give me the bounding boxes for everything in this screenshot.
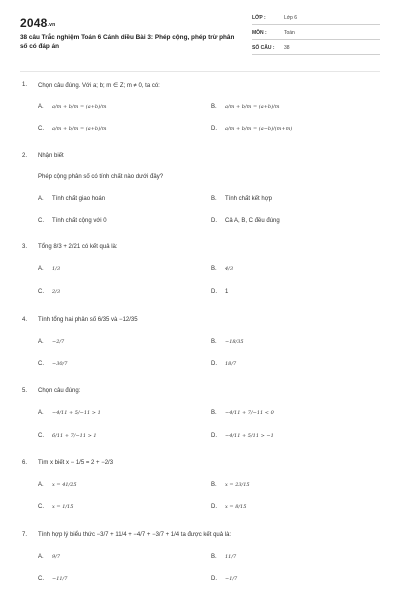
meta-grade — [252, 14, 380, 25]
meta-value: Toán — [284, 30, 295, 36]
option-d[interactable]: D. −1/7 — [211, 576, 238, 582]
question-number: 2. — [22, 153, 28, 159]
option-c[interactable]: C. 6/11 + 7/−11 > 1 — [38, 433, 97, 439]
question-number: 5. — [22, 388, 28, 394]
option-d[interactable]: D. a/m + b/m = (a−b)/(m+m) — [211, 126, 293, 132]
option-a[interactable]: A. a/m + b/m = (a+b)/m — [38, 104, 107, 110]
document-title: 38 câu Trắc nghiệm Toán 6 Cánh diều Bài 3: Phép cộng, phép trừ phân số có đáp án — [20, 34, 235, 50]
option-a[interactable]: A. 9/7 — [38, 554, 61, 560]
question-number: 4. — [22, 317, 28, 323]
option-c[interactable]: C. Tính chất cộng với 0 — [38, 218, 107, 224]
option-b[interactable]: B. 4/3 — [211, 266, 234, 272]
option-b[interactable]: B. Tính chất kết hợp — [211, 196, 272, 202]
option-c[interactable]: C. x = 1/15 — [38, 504, 74, 510]
question-number: 6. — [22, 460, 28, 466]
option-b[interactable]: B. −18/35 — [211, 339, 244, 345]
question-text: Tính tổng hai phân số 6/35 và −12/35 — [38, 317, 138, 323]
question-number: 7. — [22, 532, 28, 538]
option-b[interactable]: B. a/m + b/m = (a+b)/m — [211, 104, 280, 110]
option-a[interactable]: A. x = 41/25 — [38, 482, 77, 488]
meta-value: Lớp 6 — [284, 15, 298, 21]
question-text: Tính hợp lý biểu thức −3/7 + 11/4 + −4/7 + −3/7 + 1/4 ta được kết quả là: — [38, 532, 232, 538]
meta-value: 38 — [284, 45, 290, 51]
meta-label: SỐ CÂU : — [252, 45, 275, 51]
question-text: Chọn câu đúng. Với a; b; m ∈ Z; m ≠ 0, ta có: — [38, 83, 160, 89]
option-a[interactable]: A. −4/11 + 5/−11 > 1 — [38, 410, 101, 416]
option-a[interactable]: A. −2/7 — [38, 339, 65, 345]
option-d[interactable]: D. −4/11 + 5/11 > −1 — [211, 433, 274, 439]
site-logo[interactable]: 2048.vn — [20, 16, 56, 30]
question-text: Nhận biết — [38, 153, 64, 159]
option-d[interactable]: D. x = 8/15 — [211, 504, 247, 510]
option-c[interactable]: C. a/m + b/m = (a+b)/m — [38, 126, 107, 132]
option-b[interactable]: B. 11/7 — [211, 554, 237, 560]
document-header — [20, 14, 380, 60]
header-divider — [20, 71, 380, 72]
question-number: 1. — [22, 82, 28, 88]
option-b[interactable]: B. x = 23/15 — [211, 482, 250, 488]
option-b[interactable]: B. −4/11 + 7/−11 < 0 — [211, 410, 274, 416]
meta-label: MÔN : — [252, 30, 267, 36]
meta-label: LỚP : — [252, 15, 266, 21]
meta-question-count — [252, 44, 380, 55]
question-text: Tổng 8/3 + 2/21 có kết quả là: — [38, 244, 118, 250]
option-d[interactable]: D. 18/7 — [211, 361, 237, 367]
option-d[interactable]: D. Cả A, B, C đều đúng — [211, 218, 280, 224]
question-subtext: Phép cộng phân số có tính chất nào dưới đây? — [38, 174, 164, 180]
meta-subject — [252, 29, 380, 40]
question-text: Chọn câu đúng: — [38, 388, 81, 394]
option-c[interactable]: C. −30/7 — [38, 361, 68, 367]
option-a[interactable]: A. Tính chất giao hoán — [38, 196, 106, 202]
question-number: 3. — [22, 244, 28, 250]
option-c[interactable]: C. 2/3 — [38, 289, 61, 295]
option-a[interactable]: A. 1/3 — [38, 266, 61, 272]
question-text: Tìm x biết x − 1/5 = 2 + −2/3 — [38, 460, 114, 466]
option-c[interactable]: C. −11/7 — [38, 576, 68, 582]
option-d[interactable]: D. 1 — [211, 289, 229, 295]
